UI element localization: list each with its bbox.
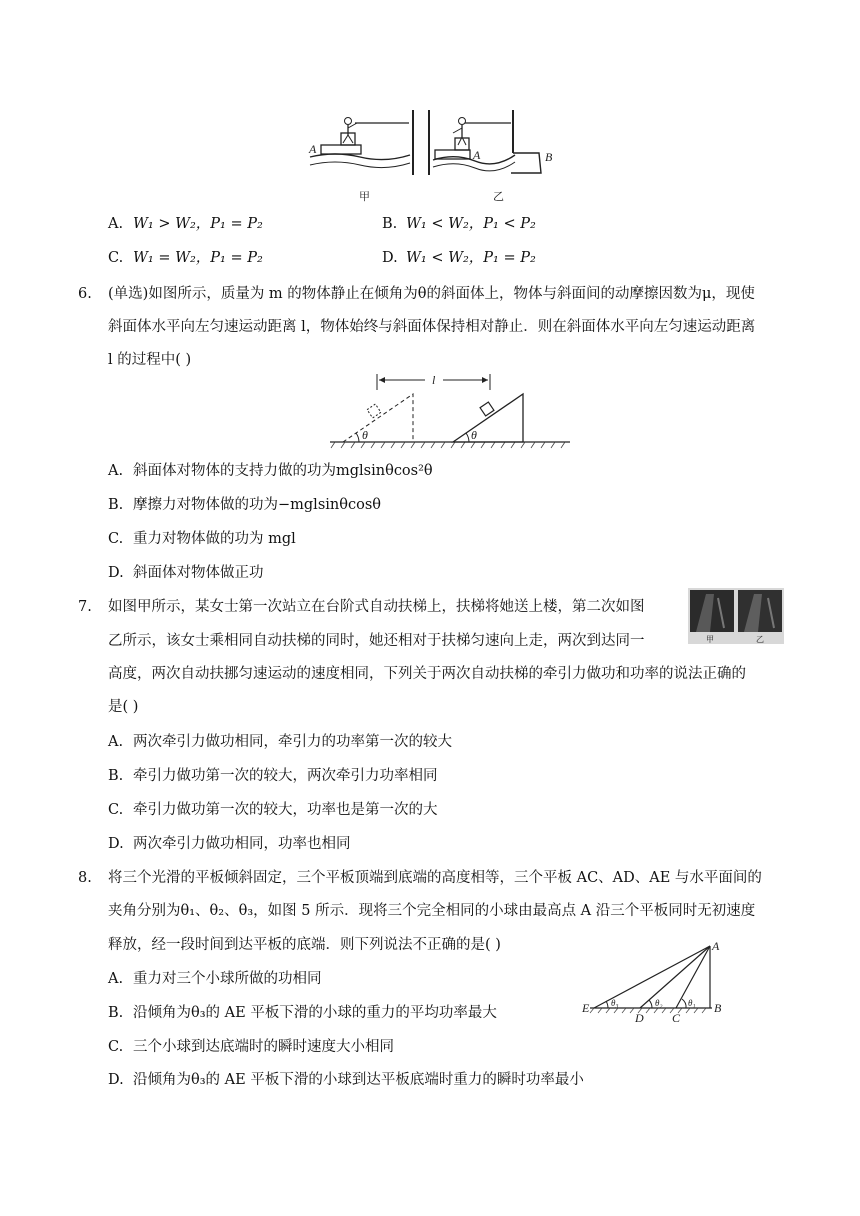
q7-option-b-text: 牵引力做功第一次的较大，两次牵引力功率相同 <box>133 768 438 784</box>
q5-option-b-letter: B. <box>382 216 398 232</box>
q8-option-d-text: 沿倾角为θ₃的 AE 平板下滑的小球到达平板底端时重力的瞬时功率最小 <box>133 1072 584 1088</box>
q8-figure <box>578 938 728 1025</box>
q5-option-c-letter: C. <box>108 250 124 266</box>
q8-number: 8. <box>78 870 92 886</box>
q5-option-a-text: W₁ > W₂，P₁ = P₂ <box>133 216 263 232</box>
q7-escalator-photo <box>688 588 784 644</box>
q5-caption-jia: 甲 <box>359 190 370 203</box>
q5-option-a-letter: A. <box>108 216 124 232</box>
q8-option-d-letter: D. <box>108 1072 124 1088</box>
q6-number: 6. <box>78 286 92 302</box>
q5-option-c-text: W₁ = W₂，P₁ = P₂ <box>133 250 263 266</box>
q8-label-theta2: θ₂ <box>655 998 663 1008</box>
q8-option-a-text: 重力对三个小球所做的功相同 <box>133 971 322 987</box>
q7-caption-jia: 甲 <box>706 635 714 644</box>
q5-label-b: B <box>545 150 553 164</box>
q6-option-d-text: 斜面体对物体做正功 <box>133 565 264 581</box>
q7-stem-line: 乙所示，该女士乘相同自动扶梯的同时，她还相对于扶梯匀速向上走，两次到达同一 <box>108 633 645 649</box>
q7-stem-line: 高度，两次自动扶挪匀速运动的速度相同，下列关于两次自动扶梯的牵引力做功和功率的说法正确的 <box>108 666 746 682</box>
q8-stem-line: 释放，经一段时间到达平板的底端．则下列说法不正确的是( ) <box>108 937 501 953</box>
q7-option-a-text: 两次牵引力做功相同，牵引力的功率第一次的较大 <box>133 734 452 750</box>
q8-option-b-letter: B. <box>108 1005 124 1021</box>
q8-option-c-letter: C. <box>108 1039 124 1055</box>
q7-option-b-letter: B. <box>108 768 124 784</box>
q6-option-c-text: 重力对物体做的功为 mgl <box>133 531 296 547</box>
q6-option-b-letter: B. <box>108 497 124 513</box>
q7-option-d-letter: D. <box>108 836 124 852</box>
q7-option-c-letter: C. <box>108 802 124 818</box>
q8-option-a-letter: A. <box>108 971 124 987</box>
q6-figure <box>325 372 575 452</box>
q7-stem-line: 如图甲所示，某女士第一次站立在台阶式自动扶梯上，扶梯将她送上楼，第二次如图 <box>108 599 645 615</box>
q8-stem-line: 将三个光滑的平板倾斜固定，三个平板顶端到底端的高度相等，三个平板 AC、AD、AE 与水平面间的 <box>108 870 762 886</box>
q6-stem-line: 斜面体水平向左匀速运动距离 l，物体始终与斜面体保持相对静止．则在斜面体水平向左匀速运动距离 <box>108 319 756 335</box>
q7-stem-line: 是( ) <box>108 699 139 715</box>
q6-option-c-letter: C. <box>108 531 124 547</box>
q6-stem-line: (单选)如图所示，质量为 m 的物体静止在倾角为θ的斜面体上，物体与斜面间的动摩擦因数为μ，现使 <box>108 286 755 302</box>
q7-option-a-letter: A. <box>108 734 124 750</box>
q6-option-a-letter: A. <box>108 463 124 479</box>
q8-label-c: C <box>672 1011 681 1025</box>
q5-caption-yi: 乙 <box>493 190 504 203</box>
q5-label-a1: A <box>309 142 317 156</box>
q5-label-a2: A <box>473 148 481 162</box>
q5-figure <box>305 105 565 205</box>
q5-option-b-text: W₁ < W₂，P₁ < P₂ <box>406 216 536 232</box>
q5-option-d-text: W₁ < W₂，P₁ = P₂ <box>406 250 536 266</box>
q7-number: 7. <box>78 599 92 615</box>
q6-angle-label: θ <box>362 428 368 442</box>
q8-label-e: E <box>582 1001 590 1015</box>
q6-option-b-text: 摩擦力对物体做的功为−mglsinθcosθ <box>133 497 381 513</box>
q7-caption-yi: 乙 <box>756 635 764 644</box>
q6-option-d-letter: D. <box>108 565 124 581</box>
q8-label-d: D <box>635 1011 644 1025</box>
q8-stem-line: 夹角分别为θ₁、θ₂、θ₃，如图 5 所示．现将三个完全相同的小球由最高点 A 沿三个平板同时无初速度 <box>108 903 756 919</box>
q8-label-a: A <box>712 939 720 953</box>
q6-option-a-text: 斜面体对物体的支持力做的功为mglsinθcos²θ <box>133 463 433 479</box>
q6-stem-line: l 的过程中( ) <box>108 352 192 368</box>
q8-label-b: B <box>714 1001 722 1015</box>
q6-distance-label: l <box>432 373 436 387</box>
q8-label-theta3: θ₃ <box>611 998 619 1008</box>
q8-option-c-text: 三个小球到达底端时的瞬时速度大小相同 <box>133 1039 394 1055</box>
q8-option-b-text: 沿倾角为θ₃的 AE 平板下滑的小球的重力的平均功率最大 <box>133 1005 497 1021</box>
q7-option-d-text: 两次牵引力做功相同，功率也相同 <box>133 836 351 852</box>
q5-option-d-letter: D. <box>382 250 398 266</box>
q7-option-c-text: 牵引力做功第一次的较大，功率也是第一次的大 <box>133 802 438 818</box>
q6-angle-label: θ <box>471 428 477 442</box>
q8-label-theta1: θ₁ <box>688 998 696 1008</box>
